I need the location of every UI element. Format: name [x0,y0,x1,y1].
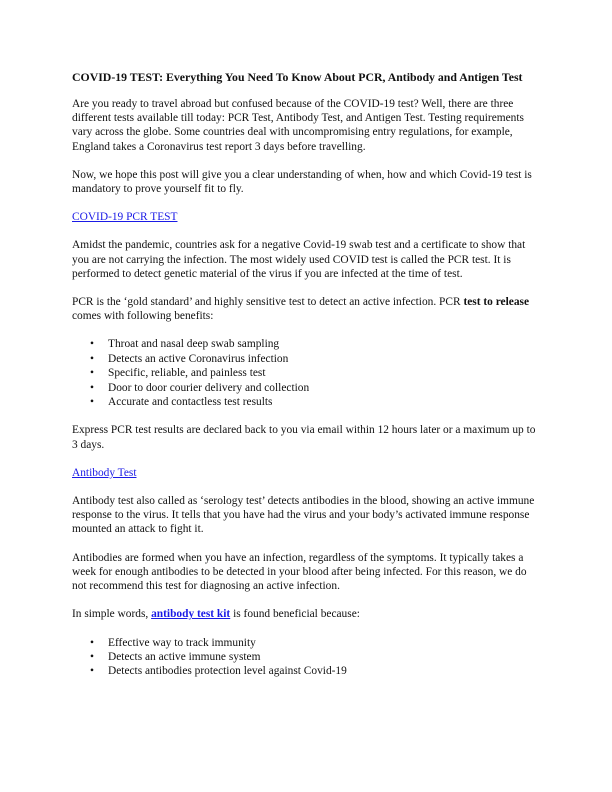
bullet-icon: • [90,338,94,351]
bullet-icon: • [90,381,94,394]
antibody-paragraph-1: Antibody test also called as ‘serology test’ detects antibodies in the blood, showing an active immune response to the virus. It tells that you have had the virus and your body’s activated immune response mounted an attack to fight it. [72,495,535,536]
pcr-paragraph-1: Amidst the pandemic, countries ask for a negative Covid-19 swab test and a certificate to show that you are not carrying the infection. The most widely used COVID test is called the PCR test. It is performed to detect genetic material of the virus if you are infected at the time of test. [72,239,526,280]
pcr-p2-text-after: comes with following benefits: [72,310,214,323]
bullet-icon: • [90,367,94,380]
antibody-test-kit-link[interactable]: antibody test kit [151,608,231,621]
list-item: • Detects an active immune system [90,650,261,663]
list-item: • Detects antibodies protection level against Covid-19 [90,665,347,678]
list-item: • Specific, reliable, and painless test [90,367,266,380]
document-page [72,70,542,693]
bullet-icon: • [90,665,94,678]
pcr-paragraph-3: Express PCR test results are declared back to you via email within 12 hours later or a maximum up to 3 days. [72,424,536,451]
list-item: • Detects an active Coronavirus infection [90,352,289,365]
list-item: • Door to door courier delivery and collection [90,381,310,394]
antibody-test-link[interactable]: Antibody Test [72,466,137,479]
antibody-heading-block [72,466,542,480]
bullet-icon: • [90,636,94,649]
antibody-p3-text-after: is found beneficial because: [230,608,360,621]
intro-paragraph-2: Now, we hope this post will give you a clear understanding of when, how and which Covid-19 test is mandatory to prove yourself fit to fly. [72,168,532,196]
antibody-benefits-list [72,636,542,679]
pcr-benefits-list [72,337,542,409]
test-to-release-bold: test to release [463,296,530,309]
antibody-paragraph-2: Antibodies are formed when you have an infection, regardless of the symptoms. It typically takes a week for enough antibodies to be detected in your blood after being infected. For this reason, we do not recommend this test for diagnosing an active infection. [72,551,527,593]
list-item: • Effective way to track immunity [90,636,256,649]
list-item: • Throat and nasal deep swab sampling [90,338,280,351]
intro-paragraph-1: Are you ready to travel abroad but confused because of the COVID-19 test? Well, there are three different tests available till today: PCR Test, Antibody Test, and Antigen Test. Testing requirements vary across the globe. Some countries deal with uncompromising entry regulations, for example, England takes a Coronavirus test report 3 days before travelling. [72,98,524,153]
list-item: • Accurate and contactless test results [90,396,273,409]
bullet-icon: • [90,352,94,365]
pcr-heading-block [72,210,542,224]
pcr-p2-text-before: PCR is the ‘gold standard’ and highly sensitive test to detect an active infection. PCR [72,296,464,309]
pcr-test-link[interactable]: COVID-19 PCR TEST [72,211,178,224]
bullet-icon: • [90,650,94,663]
antibody-paragraph-3 [72,607,542,621]
pcr-paragraph-2 [72,295,542,323]
document-title: COVID-19 TEST: Everything You Need To Know About PCR, Antibody and Antigen Test [72,70,523,84]
antibody-p3-text-before: In simple words, [72,608,152,621]
bullet-icon: • [90,396,94,409]
